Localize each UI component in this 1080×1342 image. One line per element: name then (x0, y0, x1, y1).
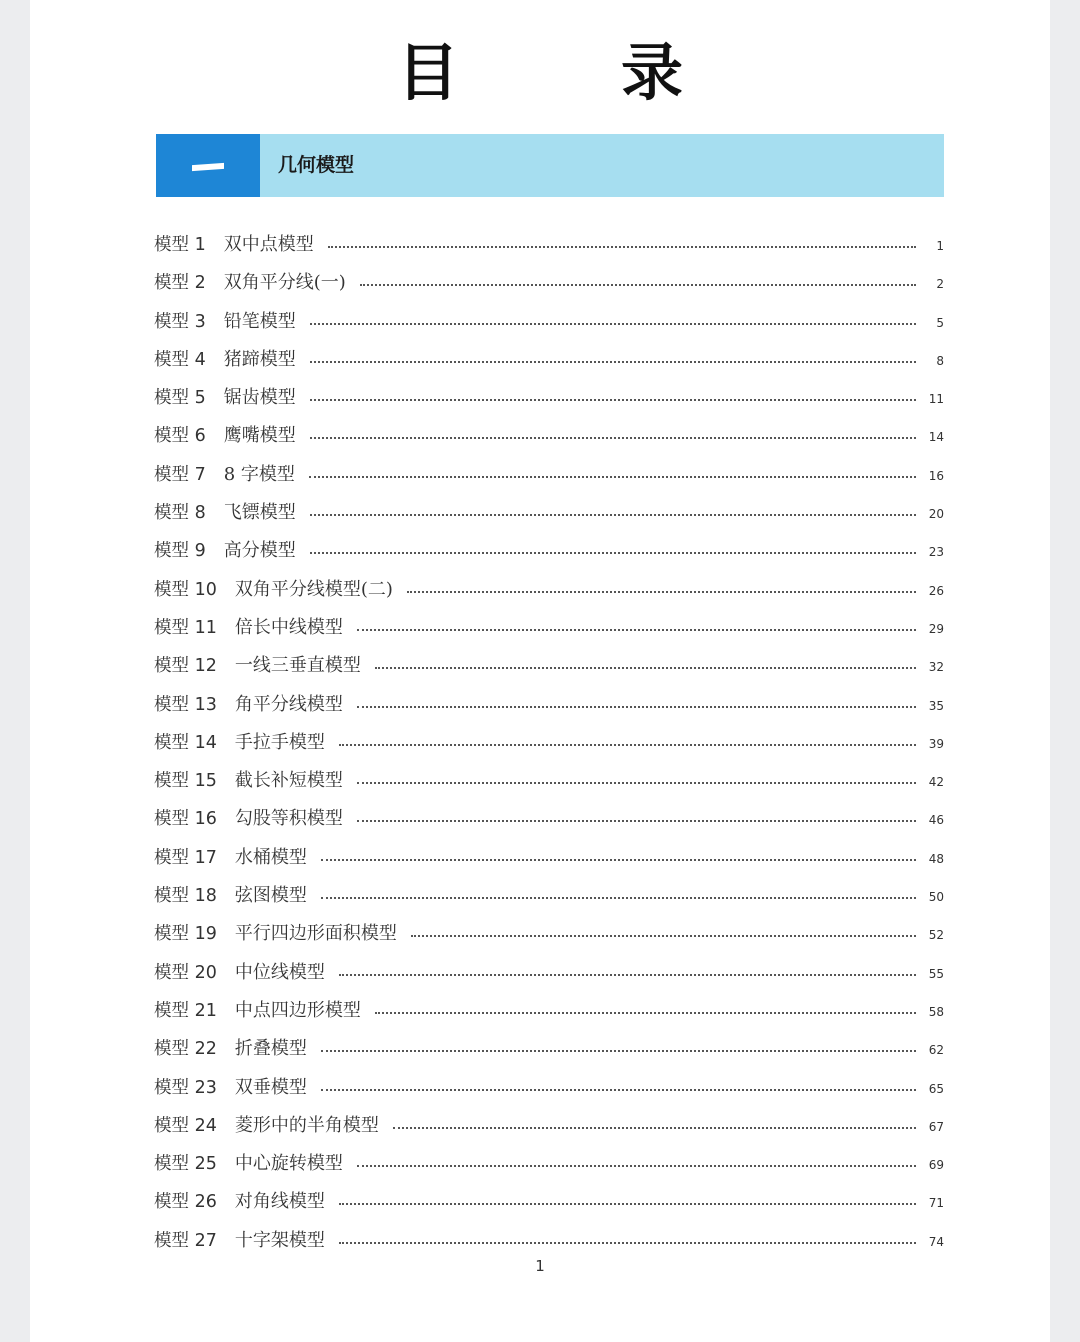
toc-entry-number: 模型 2 (154, 273, 206, 294)
dot-leader (357, 818, 916, 822)
toc-entry-page: 69 (928, 1158, 944, 1173)
toc-entry-number: 模型 16 (154, 809, 217, 830)
toc-entry-number: 模型 27 (154, 1230, 217, 1251)
toc-entry-title: 手拉手模型 (234, 731, 325, 753)
toc-entry-number: 模型 7 (154, 464, 206, 485)
dot-leader (411, 933, 916, 937)
toc-entry-title: 截长补短模型 (234, 770, 343, 792)
toc-entry-number: 模型 4 (154, 349, 206, 370)
dot-leader (360, 282, 916, 286)
toc-entry-title: 8 字模型 (223, 463, 295, 485)
dot-leader (339, 742, 916, 746)
dot-leader (375, 665, 916, 669)
toc-entry-page: 20 (928, 507, 944, 522)
toc-entry-title: 双角平分线模型(二) (234, 578, 393, 600)
toc-entry-number: 模型 8 (154, 503, 206, 524)
toc-entry-title: 中位线模型 (234, 961, 325, 983)
document-page (30, 0, 1050, 1342)
toc-entry-number: 模型 15 (154, 771, 217, 792)
section-banner (156, 134, 944, 197)
toc-entry-number: 模型 3 (154, 311, 206, 332)
toc-entry-page: 62 (928, 1043, 944, 1058)
toc-entry-number: 模型 25 (154, 1154, 217, 1175)
toc-entry-page: 29 (928, 621, 944, 636)
toc-entry[interactable] (154, 877, 944, 915)
toc-entry-number: 模型 9 (154, 541, 206, 562)
toc-entry-page: 5 (936, 315, 944, 330)
dot-leader (339, 1201, 916, 1205)
toc-entry-number: 模型 11 (154, 617, 217, 638)
toc-entry-page: 42 (928, 775, 944, 790)
toc-entry-title: 双角平分线(一) (223, 272, 346, 294)
toc-entry-page: 11 (928, 392, 944, 407)
dot-leader (321, 1048, 916, 1052)
dot-leader (328, 244, 916, 248)
toc-entry-page: 58 (928, 1004, 944, 1019)
toc-entry-title: 猪蹄模型 (223, 348, 296, 370)
toc-entry[interactable] (154, 1183, 944, 1221)
toc-entry-number: 模型 13 (154, 694, 217, 715)
toc-entry-title: 飞镖模型 (223, 502, 296, 524)
toc-entry-page: 32 (928, 660, 944, 675)
dot-leader (321, 895, 916, 899)
section-title: 几何模型 (278, 154, 355, 176)
toc-entry[interactable] (154, 800, 944, 838)
toc-entry-title: 高分模型 (223, 540, 296, 562)
toc-entry[interactable] (154, 264, 944, 302)
toc-entry-page: 14 (928, 430, 944, 445)
dot-leader (310, 512, 916, 516)
toc-entry-title: 折叠模型 (234, 1038, 307, 1060)
toc-entry-title: 菱形中的半角模型 (234, 1114, 379, 1136)
dot-leader (309, 474, 916, 478)
toc-entry[interactable] (154, 1069, 944, 1107)
toc-entry-title: 平行四边形面积模型 (234, 923, 397, 945)
toc-entry-number: 模型 5 (154, 388, 206, 409)
toc-entry-number: 模型 19 (154, 924, 217, 945)
toc-entry-number: 模型 26 (154, 1192, 217, 1213)
toc-entry-title: 勾股等积模型 (234, 808, 343, 830)
toc-entry-page: 1 (936, 239, 944, 253)
toc-entry[interactable] (154, 1030, 944, 1068)
dot-leader (321, 857, 916, 861)
dot-leader (357, 780, 916, 784)
toc-entry-title: 十字架模型 (234, 1229, 325, 1251)
dot-leader (310, 397, 916, 401)
toc-entry-page: 46 (928, 813, 944, 828)
toc-entry-page: 74 (928, 1234, 944, 1249)
page-title: 目 录 (396, 36, 733, 109)
toc-entry-page: 8 (936, 353, 944, 368)
toc-entry-number: 模型 22 (154, 1039, 217, 1060)
toc-entry[interactable] (154, 724, 944, 762)
toc-entry-page: 52 (928, 928, 944, 943)
toc-list (154, 226, 944, 1260)
toc-entry-page: 71 (928, 1196, 944, 1211)
toc-entry-page: 50 (928, 890, 944, 905)
toc-entry-page: 23 (928, 545, 944, 560)
toc-entry-number: 模型 14 (154, 732, 217, 753)
toc-entry-number: 模型 1 (154, 235, 206, 255)
toc-entry-title: 中点四边形模型 (234, 999, 361, 1021)
toc-entry-number: 模型 20 (154, 962, 217, 983)
toc-entry[interactable] (154, 571, 944, 609)
toc-entry[interactable] (154, 647, 944, 685)
dot-leader (310, 550, 916, 554)
toc-entry[interactable] (154, 839, 944, 877)
page-number: 1 (535, 1257, 545, 1275)
toc-entry[interactable] (154, 954, 944, 992)
toc-entry-title: 角平分线模型 (234, 693, 343, 715)
toc-entry[interactable] (154, 303, 944, 341)
dot-leader (357, 1163, 916, 1167)
toc-entry-number: 模型 17 (154, 847, 217, 868)
dot-leader (407, 589, 916, 593)
toc-entry-title: 水桶模型 (234, 846, 307, 868)
toc-entry-page: 65 (928, 1081, 944, 1096)
toc-entry[interactable] (154, 1222, 944, 1260)
toc-entry-title: 弦图模型 (234, 885, 307, 907)
toc-entry[interactable] (154, 915, 944, 953)
toc-entry[interactable] (154, 762, 944, 800)
toc-entry-title: 鹰嘴模型 (223, 425, 296, 447)
toc-entry-title: 双垂模型 (234, 1076, 307, 1098)
dot-leader (310, 435, 916, 439)
toc-entry[interactable] (154, 417, 944, 455)
toc-entry-title: 双中点模型 (223, 234, 314, 255)
toc-entry-title: 铅笔模型 (223, 310, 296, 332)
toc-entry[interactable] (154, 1107, 944, 1145)
dot-leader (393, 1125, 916, 1129)
toc-entry-number: 模型 24 (154, 1115, 217, 1136)
dot-leader (357, 704, 916, 708)
toc-entry-page: 35 (928, 698, 944, 713)
toc-entry-number: 模型 6 (154, 426, 206, 447)
dot-leader (357, 627, 916, 631)
dot-leader (375, 1010, 916, 1014)
toc-entry-page: 48 (928, 851, 944, 866)
toc-entry[interactable] (154, 341, 944, 379)
section-number-block (156, 134, 260, 197)
dot-leader (310, 359, 916, 363)
toc-entry[interactable] (154, 379, 944, 417)
dot-leader (310, 321, 916, 325)
toc-entry-number: 模型 21 (154, 1000, 217, 1021)
toc-entry-title: 对角线模型 (234, 1191, 325, 1213)
toc-entry[interactable] (154, 1145, 944, 1183)
toc-entry-number: 模型 12 (154, 656, 217, 677)
toc-entry-number: 模型 10 (154, 579, 217, 600)
dot-leader (339, 972, 916, 976)
toc-entry-page: 67 (928, 1119, 944, 1134)
toc-entry-page: 55 (928, 966, 944, 981)
toc-entry[interactable] (154, 494, 944, 532)
toc-entry-page: 39 (928, 736, 944, 751)
toc-entry[interactable] (154, 992, 944, 1030)
toc-entry[interactable] (154, 532, 944, 570)
toc-entry-number: 模型 18 (154, 886, 217, 907)
toc-entry-page: 16 (928, 468, 944, 483)
toc-entry-title: 倍长中线模型 (234, 616, 343, 638)
toc-entry-page: 2 (936, 277, 944, 292)
toc-entry[interactable] (154, 686, 944, 724)
toc-entry-title: 一线三垂直模型 (234, 655, 361, 677)
toc-entry-page: 26 (928, 583, 944, 598)
dot-leader (321, 1087, 916, 1091)
toc-entry-number: 模型 23 (154, 1077, 217, 1098)
toc-entry[interactable] (154, 609, 944, 647)
toc-entry-title: 锯齿模型 (223, 387, 296, 409)
toc-entry[interactable] (154, 226, 944, 264)
toc-entry[interactable] (154, 456, 944, 494)
toc-entry-title: 中心旋转模型 (234, 1153, 343, 1175)
section-number-glyph (192, 163, 224, 171)
dot-leader (339, 1240, 916, 1244)
